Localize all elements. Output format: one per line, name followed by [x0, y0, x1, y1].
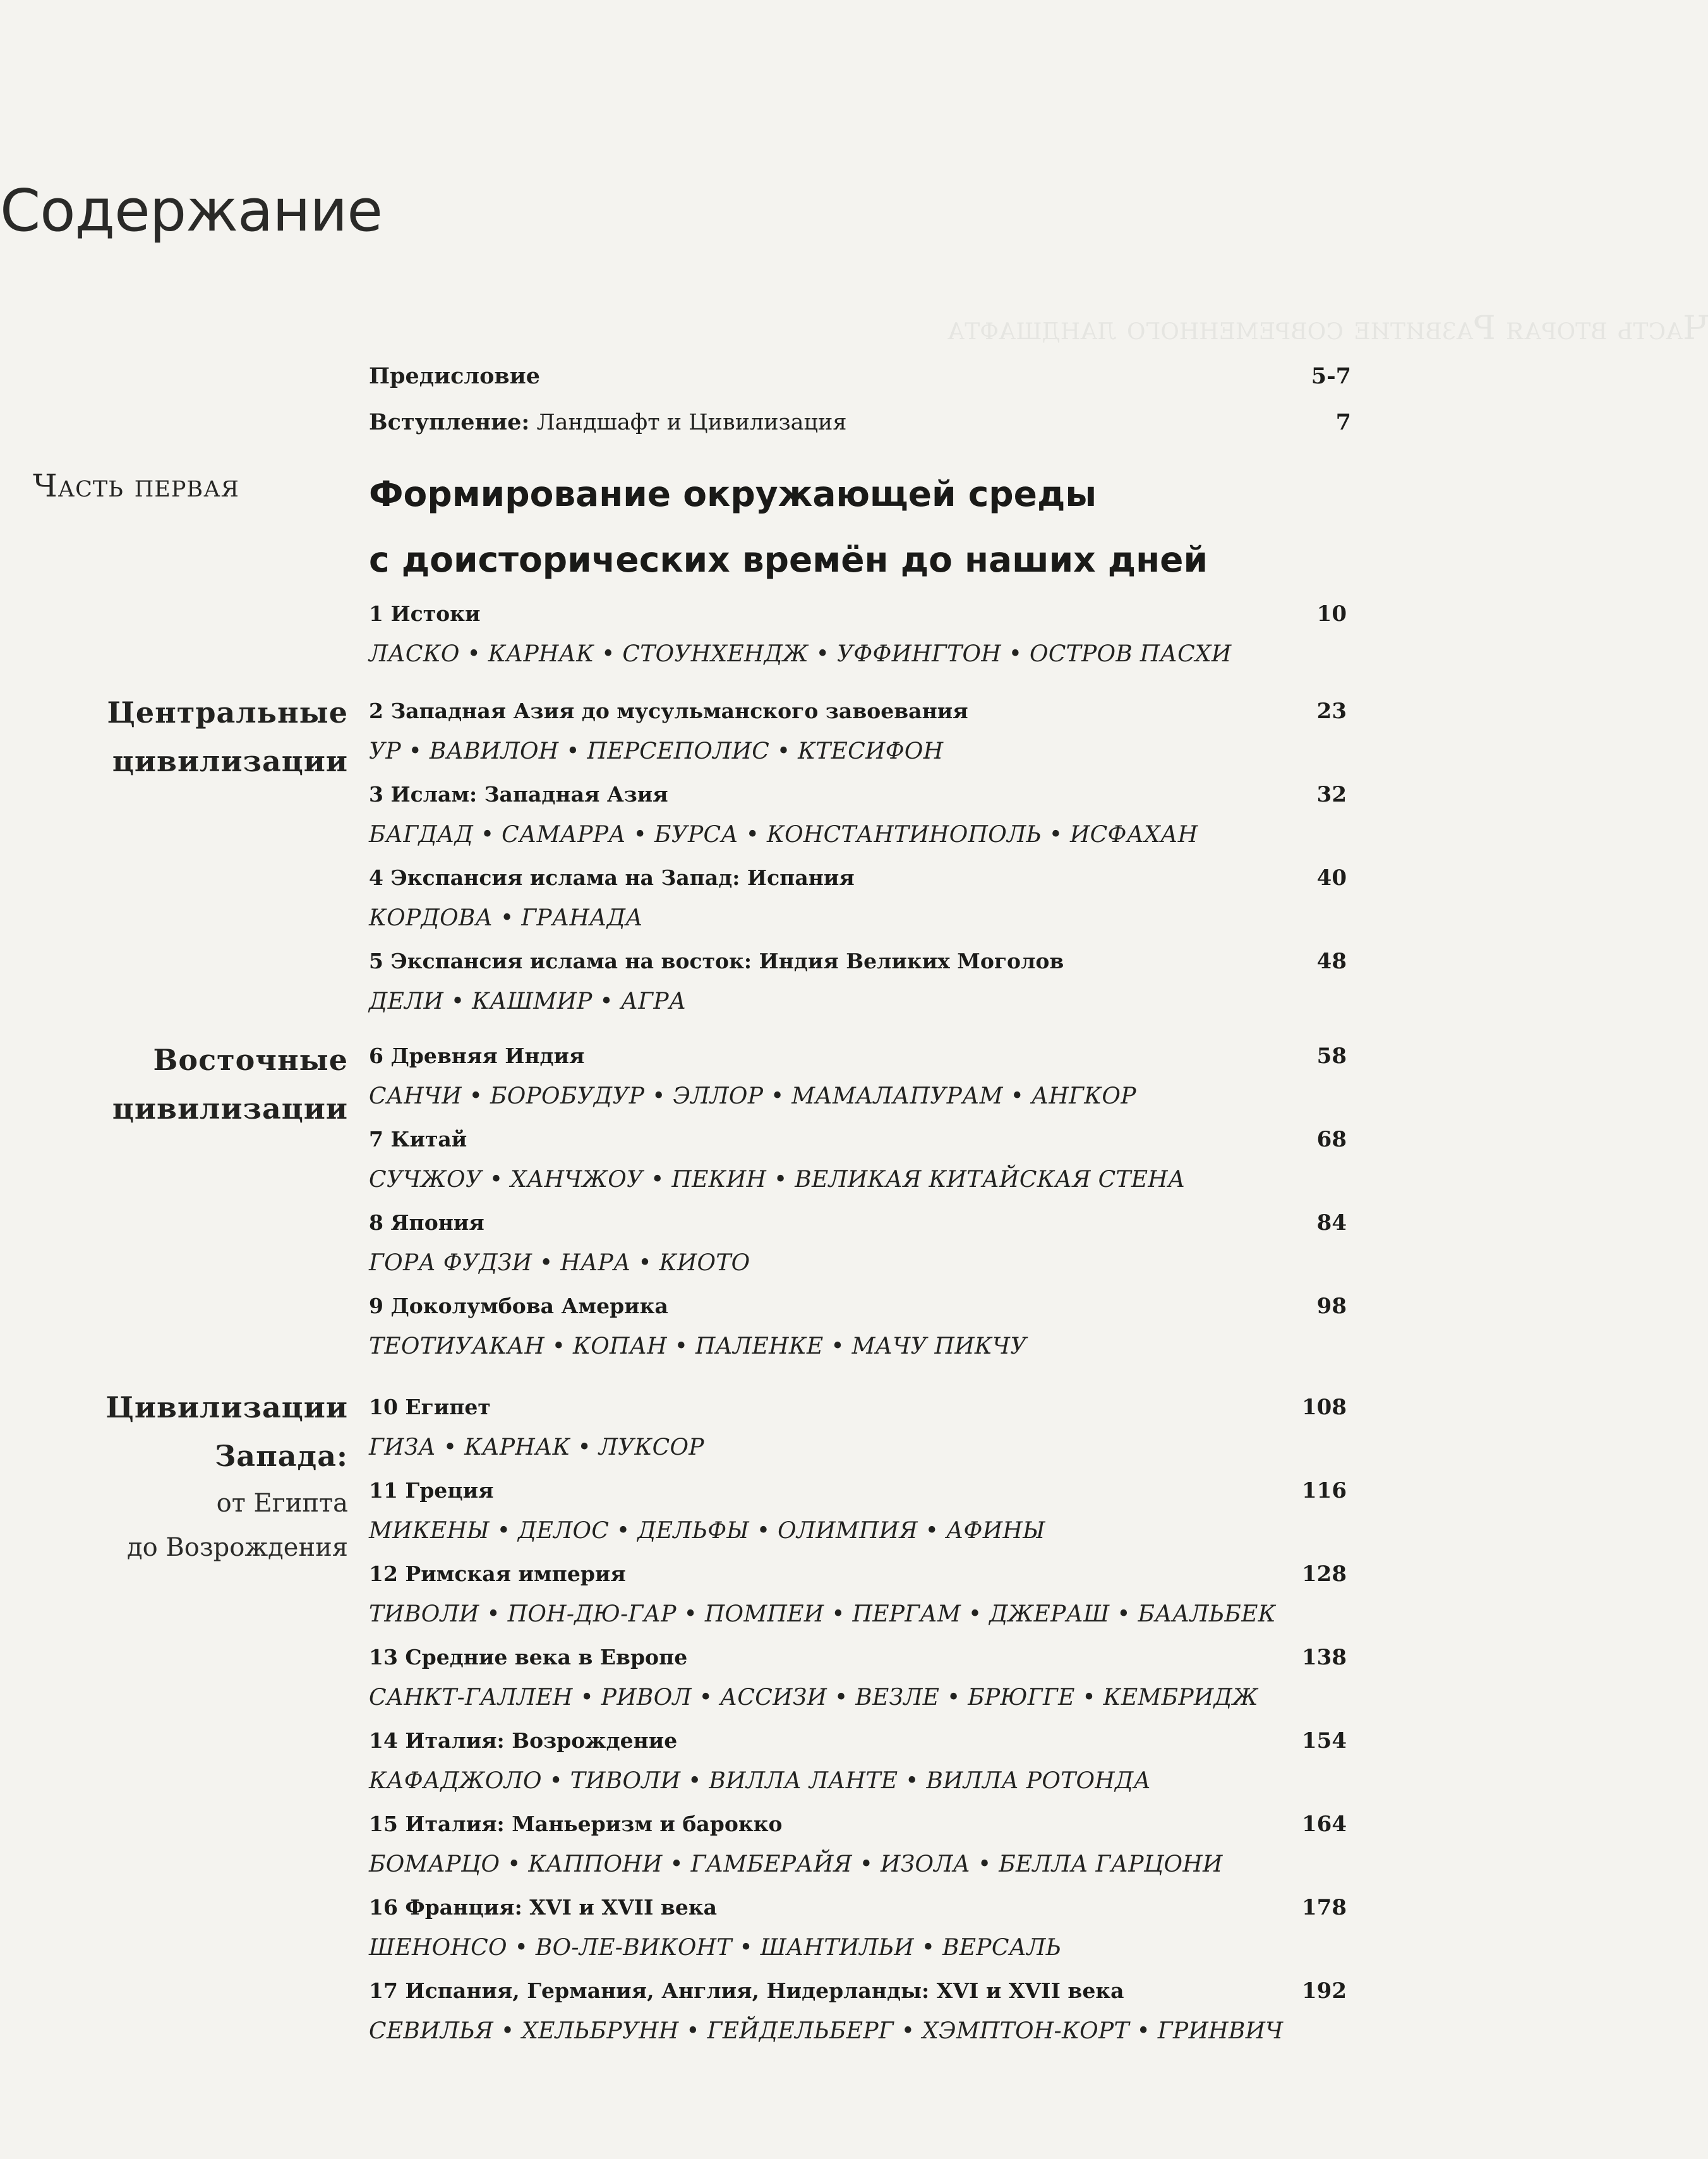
section-label-central: Центральные цивилизации [107, 695, 348, 778]
part-title [369, 461, 1354, 592]
chapter-entry [369, 1036, 1354, 1117]
chapter-places: СЕВИЛЬЯ • ХЕЛЬБРУНН • ГЕЙДЕЛЬБЕРГ • ХЭМПТОН-КОРТ • ГРИНВИЧ [369, 2018, 1284, 2044]
chapter-title: 6 Древняя Индия [369, 1043, 585, 1068]
section-sub-western: от Египта до Возрождения [126, 1489, 348, 1562]
front-item-label: Вступление: [369, 409, 530, 435]
chapter-page-number: 98 [1316, 1294, 1347, 1319]
front-item-label: Предисловие [369, 363, 540, 389]
chapter-page-number: 58 [1316, 1043, 1347, 1069]
bleed-through-text: Часть вторая Развитие современного ландшафта [947, 310, 1708, 347]
chapter-title: 7 Китай [369, 1127, 467, 1152]
chapter-title: 12 Римская империя [369, 1561, 626, 1586]
chapter-entry [369, 691, 1354, 772]
chapter-places: КАФАДЖОЛО • ТИВОЛИ • ВИЛЛА ЛАНТЕ • ВИЛЛА РОТОНДА [369, 1768, 1152, 1794]
chapter-entry [369, 1119, 1354, 1200]
chapter-title: 10 Египет [369, 1395, 491, 1419]
chapter-title: 3 Ислам: Западная Азия [369, 782, 668, 807]
chapter-page-number: 32 [1316, 782, 1347, 807]
chapter-places: ТИВОЛИ • ПОН-ДЮ-ГАР • ПОМПЕИ • ПЕРГАМ • ДЖЕРАШ • БААЛЬБЕК [369, 1601, 1276, 1627]
chapter-page-number: 23 [1316, 699, 1347, 724]
chapter-places: ЛАСКО • КАРНАК • СТОУНХЕНДЖ • УФФИНГТОН • ОСТРОВ ПАСХИ [369, 641, 1232, 667]
chapter-page-number: 40 [1316, 865, 1347, 891]
chapter-title: 13 Средние века в Европе [369, 1645, 688, 1669]
chapter-page-number: 164 [1302, 1812, 1347, 1837]
part-title-line: с доисторических времён до наших дней [369, 539, 1208, 580]
chapter-entry [369, 941, 1354, 1022]
chapter-entry [369, 1554, 1354, 1635]
chapter-places: БАГДАД • САМАРРА • БУРСА • КОНСТАНТИНОПОЛЬ • ИСФАХАН [369, 822, 1198, 848]
section-label-western: Цивилизации Запада: [105, 1390, 348, 1473]
chapter-title: 16 Франция: XVI и XVII века [369, 1895, 718, 1920]
chapter-title: 15 Италия: Маньеризм и барокко [369, 1812, 783, 1836]
chapter-page-number: 138 [1302, 1645, 1347, 1670]
chapter-page-number: 116 [1302, 1478, 1347, 1503]
chapter-places: ШЕНОНСО • ВО-ЛЕ-ВИКОНТ • ШАНТИЛЬИ • ВЕРСАЛЬ [369, 1935, 1062, 1961]
chapter-title: 11 Греция [369, 1478, 494, 1503]
chapter-entry [369, 1470, 1354, 1551]
front-item-page: 7 [1335, 409, 1351, 435]
chapter-entry [369, 774, 1354, 855]
chapter-page-number: 84 [1316, 1210, 1347, 1236]
chapter-entry [369, 594, 1354, 675]
chapter-page-number: 68 [1316, 1127, 1347, 1152]
chapter-page-number: 10 [1316, 601, 1347, 627]
chapter-entry [369, 1721, 1354, 1801]
chapter-title: 4 Экспансия ислама на Запад: Испания [369, 865, 855, 890]
chapter-places: ДЕЛИ • КАШМИР • АГРА [369, 989, 687, 1014]
chapter-title: 14 Италия: Возрождение [369, 1728, 678, 1753]
chapter-entry [369, 1203, 1354, 1284]
front-item-rest: Ландшафт и Цивилизация [529, 410, 847, 435]
chapter-places: САНЧИ • БОРОБУДУР • ЭЛЛОР • МАМАЛАПУРАМ • АНГКОР [369, 1083, 1136, 1109]
chapter-page-number: 128 [1302, 1561, 1347, 1587]
chapter-title: 1 Истоки [369, 601, 481, 626]
chapter-title: 9 Доколумбова Америка [369, 1294, 668, 1318]
chapter-places: САНКТ-ГАЛЛЕН • РИВОЛ • АССИЗИ • ВЕЗЛЕ • БРЮГГЕ • КЕМБРИДЖ [369, 1685, 1258, 1711]
section-label-eastern: Восточные цивилизации [112, 1043, 348, 1126]
chapter-places: ГИЗА • КАРНАК • ЛУКСОР [369, 1434, 704, 1460]
chapter-page-number: 192 [1302, 1978, 1347, 2004]
chapter-entry [369, 1887, 1354, 1968]
chapter-title: 8 Япония [369, 1210, 484, 1235]
chapter-places: ГОРА ФУДЗИ • НАРА • КИОТО [369, 1250, 750, 1276]
chapter-entry [369, 1637, 1354, 1718]
chapter-entry [369, 1286, 1354, 1367]
chapter-page-number: 48 [1316, 949, 1347, 974]
chapter-places: ТЕОТИУАКАН • КОПАН • ПАЛЕНКЕ • МАЧУ ПИКЧУ [369, 1333, 1027, 1359]
chapter-places: БОМАРЦО • КАППОНИ • ГАМБЕРАЙЯ • ИЗОЛА • БЕЛЛА ГАРЦОНИ [369, 1851, 1223, 1877]
chapter-page-number: 108 [1302, 1395, 1347, 1420]
chapter-title: 5 Экспансия ислама на восток: Индия Великих Моголов [369, 949, 1064, 973]
front-item-preface [369, 363, 540, 389]
chapter-places: УР • ВАВИЛОН • ПЕРСЕПОЛИС • КТЕСИФОН [369, 738, 944, 764]
part-title-line: Формирование окружающей среды [369, 474, 1097, 514]
chapter-places: СУЧЖОУ • ХАНЧЖОУ • ПЕКИН • ВЕЛИКАЯ КИТАЙСКАЯ СТЕНА [369, 1167, 1186, 1193]
part-label: Часть первая [33, 467, 239, 504]
chapter-entry [369, 1387, 1354, 1468]
page-title: Содержание [0, 177, 382, 244]
chapter-entry [369, 1971, 1354, 2052]
chapter-page-number: 178 [1302, 1895, 1347, 1920]
chapter-title: 17 Испания, Германия, Англия, Нидерланды: XVI и XVII века [369, 1978, 1124, 2003]
front-item-page: 5-7 [1311, 363, 1351, 389]
chapter-entry [369, 1804, 1354, 1885]
front-item-introduction [369, 409, 846, 435]
chapter-page-number: 154 [1302, 1728, 1347, 1753]
chapter-title: 2 Западная Азия до мусульманского завоевания [369, 699, 968, 723]
chapter-entry [369, 858, 1354, 939]
chapter-places: МИКЕНЫ • ДЕЛОС • ДЕЛЬФЫ • ОЛИМПИЯ • АФИНЫ [369, 1518, 1045, 1544]
chapter-places: КОРДОВА • ГРАНАДА [369, 905, 643, 931]
